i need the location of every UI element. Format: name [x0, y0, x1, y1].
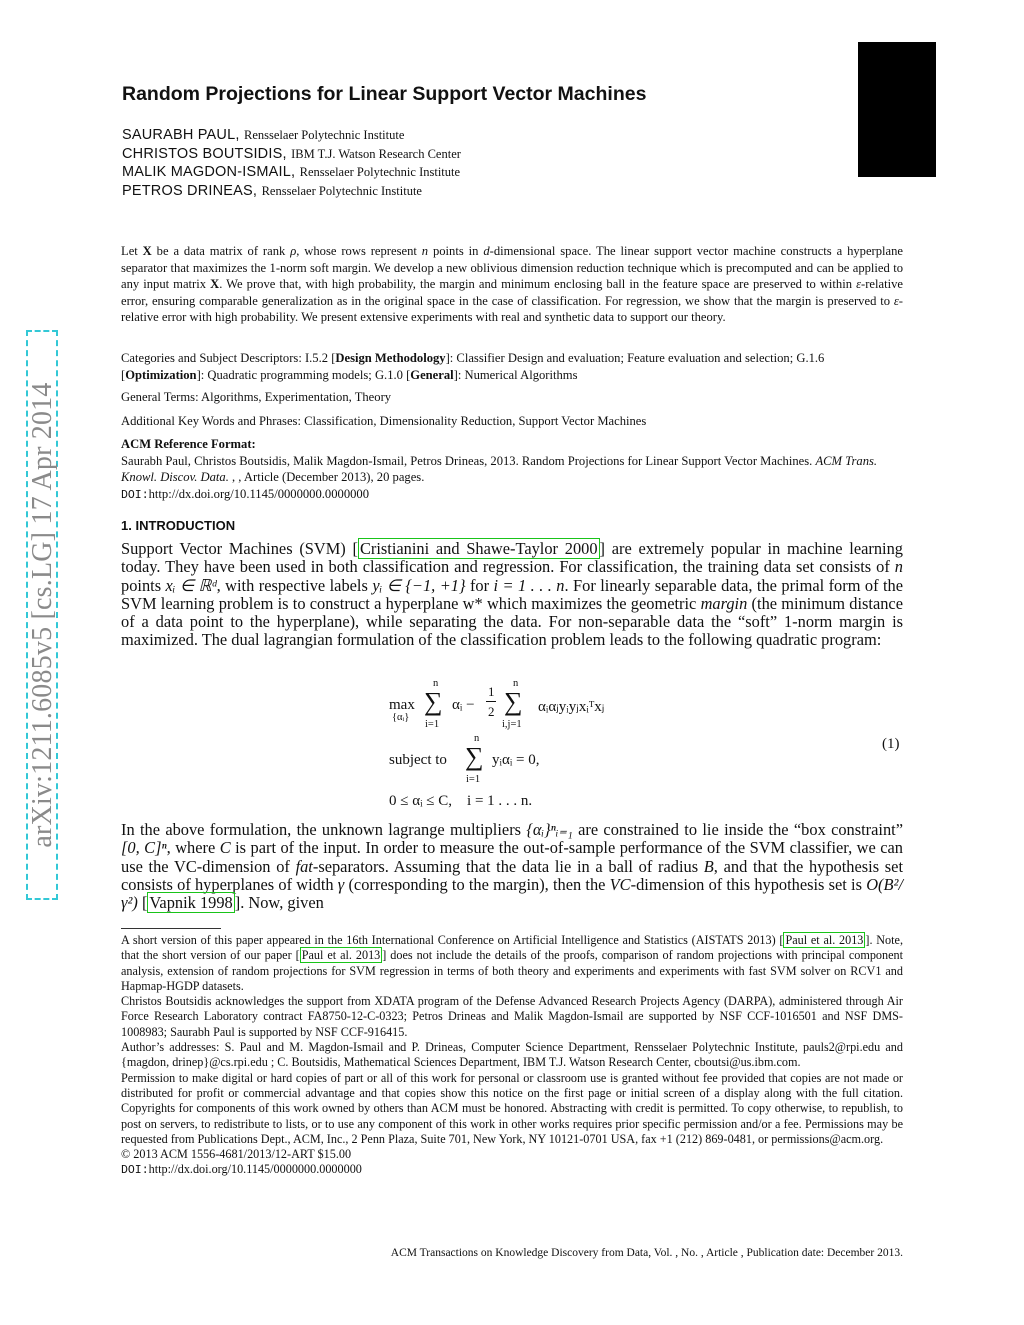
- author-affiliation: Rensselaer Polytechnic Institute: [299, 165, 461, 179]
- eq-subject-to: subject to: [389, 752, 447, 768]
- author-entry: [122, 145, 461, 164]
- footnote-addresses: Author’s addresses: S. Paul and M. Magdon-Ismail and P. Drineas, Computer Science Department, Rensselaer Polytechnic Institute, pauls2@rpi.edu and {magdon, drinep}@cs.rpi.edu ; C. Boutsidis, Mathematical Sciences Department, IBM T.J. Watson Research Center, cboutsi@us.ibm.com.: [121, 1040, 903, 1070]
- eq-constraint: 0 ≤ αᵢ ≤ C, i = 1 . . . n.: [389, 793, 533, 809]
- acm-reference-format: [121, 436, 903, 504]
- eq-max-sub: {αᵢ}: [392, 712, 410, 723]
- author-entry: [122, 126, 461, 145]
- sigma-icon: ∑: [504, 687, 523, 716]
- abstract: Let X be a data matrix of rank ρ, whose rows represent n points in d-dimensional space. The linear support vector machine constructs a hyperplane separator that maximizes the 1-norm soft margin. We develop a new oblivious dimension reduction technique which is precomputed and can be applied to any input matrix X. We prove that, with high probability, the margin and minimum enclosing ball in the feature space are preserved to within ε-relative error, ensuring comparable generalization as in the original space in the case of classification. For regression, we show that the margin is preserved to ε-relative error with high probability. We present extensive experiments with real and synthetic data to support our theory.: [121, 244, 904, 325]
- eq-sum-bottom: i,j=1: [502, 719, 522, 730]
- eq-term-1: αᵢ −: [452, 697, 475, 713]
- arxiv-stamp-text[interactable]: arXiv:1211.6085v5 [cs.LG] 17 Apr 2014: [27, 382, 58, 848]
- footnote-short-version: A short version of this paper appeared in the 16th International Conference on Artificial Intelligence and Statistics (AISTATS 2013) [ Paul et al. 2013 ]. Note, that the short version of our paper [ Paul et al. 2013 ] does not include the details of the proofs, comparison of random projections with principal component analysis, extension of random projections for SVM regression in terms of both theory and experiments and experiments with fast SVM solver on RCV1 and Hapmap-HGDP datasets.: [121, 933, 904, 993]
- footnote-permission: Permission to make digital or hard copies of part or all of this work for personal or classroom use is granted without fee provided that copies are not made or distributed for profit or commercial advantage and that copies show this notice on the first page or initial screen of a display along with the full citation. Copyrights for components of this work owned by others than ACM must be honored. Abstracting with credit is permitted. To copy otherwise, to republish, to post on servers, to redistribute to lists, or to use any component of this work in other works requires prior specific permission and/or a fee. Permissions may be requested from Publications Dept., ACM, Inc., 2 Penn Plaza, Suite 701, New York, NY 10121-0701 USA, fax +1 (212) 869-0481, or permissions@acm.org.: [121, 1070, 903, 1146]
- eq-term-3: yᵢαᵢ = 0,: [492, 752, 540, 768]
- footnote-copyright: © 2013 ACM 1556-4681/2013/12-ART $15.00: [121, 1147, 352, 1162]
- author-name: CHRISTOS BOUTSIDIS,: [122, 145, 287, 162]
- footnote-funding: Christos Boutsidis acknowledges the support from XDATA program of the Defense Advanced Research Projects Agency (DARPA), administered through Air Force Research Laboratory contract FA8750-12-C-0323; Petros Drineas and Malik Magdon-Ismail are supported by NSF CCF-1016501 and NSF DMS-1008983; Saurabh Paul is supported by NSF CCF-916415.: [121, 994, 903, 1039]
- acm-reference-text: Saurabh Paul, Christos Boutsidis, Malik Magdon-Ismail, Petros Drineas, 2013. Random Projections for Linear Support Vector Machines. ACM Trans. Knowl. Discov. Data. , , Article (December 2013), 20 pages.: [121, 453, 878, 485]
- acm-reference-heading: ACM Reference Format:: [121, 437, 256, 451]
- author-affiliation: IBM T.J. Watson Research Center: [291, 146, 461, 161]
- eq-sum-top: n: [433, 678, 439, 689]
- section-heading: 1. INTRODUCTION: [121, 518, 236, 533]
- running-footer: ACM Transactions on Knowledge Discovery from Data, Vol. , No. , Article , Publication date: December 2013.: [390, 1247, 903, 1259]
- acm-reference-doi: DOI:http://dx.doi.org/10.1145/0000000.0000000: [121, 486, 370, 502]
- equation-number: (1): [882, 736, 900, 752]
- eq-fraction-num: 1: [488, 684, 495, 699]
- author-name: PETROS DRINEAS,: [122, 182, 258, 199]
- eq-sum-bottom: i=1: [425, 719, 440, 730]
- citation-link[interactable]: Paul et al. 2013: [301, 948, 381, 963]
- author-list: [122, 126, 461, 200]
- eq-max: max: [389, 697, 415, 713]
- citation-link[interactable]: Cristianini and Shawe-Taylor 2000: [359, 539, 598, 558]
- author-affiliation: Rensselaer Polytechnic Institute: [261, 183, 422, 198]
- eq-fraction-den: 2: [488, 704, 495, 719]
- author-affiliation: Rensselaer Polytechnic Institute: [244, 128, 405, 142]
- body-paragraph: In the above formulation, the unknown lagrange multipliers {αᵢ}ⁿᵢ₌₁ are constrained to lie inside the “box constraint” [0, C]ⁿ, where C is part of the input. In order to measure the out-of-sample performance of the SVM classifier, we can use the VC-dimension of fat-separators. Assuming that the data lie in a ball of radius B, and that the hypothesis set consists of hyperplanes of width γ (corresponding to the margin), then the VC-dimension of this hypothesis set is O(B²/γ²) [ Vapnik 1998 ]. Now, given: [121, 820, 903, 913]
- doi-link[interactable]: http://dx.doi.org/10.1145/0000000.0000000: [148, 486, 370, 501]
- footnote-divider: [121, 928, 221, 929]
- general-terms: General Terms: Algorithms, Experimentation, Theory: [121, 390, 392, 404]
- footnotes: [121, 933, 903, 1179]
- eq-sum-top: n: [513, 678, 519, 689]
- citation-link[interactable]: Vapnik 1998: [149, 893, 233, 913]
- author-name: SAURABH PAUL,: [122, 127, 240, 143]
- author-name: MALIK MAGDON-ISMAIL,: [122, 164, 296, 180]
- author-entry: [122, 182, 461, 201]
- eq-sum-bottom: i=1: [466, 774, 481, 785]
- doi-link[interactable]: http://dx.doi.org/10.1145/0000000.0000000: [148, 1162, 362, 1177]
- sigma-icon: ∑: [424, 687, 443, 716]
- fraction-bar: [486, 701, 496, 702]
- eq-term-2: αᵢαⱼyᵢyⱼxᵢᵀxⱼ: [538, 699, 605, 715]
- sigma-icon: ∑: [465, 742, 484, 771]
- author-entry: [122, 163, 461, 182]
- subject-descriptors: Categories and Subject Descriptors: I.5.2 [Design Methodology]: Classifier Design and evaluation; Feature evaluation and selection; G.1.6 [Optimization]: Quadratic programming models; G.1.0 [General]: Numerical Algorithms: [121, 351, 825, 382]
- intro-paragraph: Support Vector Machines (SVM) [ Cristianini and Shawe-Taylor 2000 ] are extremely popular in machine learning today. They have been used in both classification and regression. For classification, the training data set consists of n points xᵢ ∈ ℝᵈ, with respective labels yᵢ ∈ {−1, +1} for i = 1 . . . n. For linearly separable data, the primal form of the SVM learning problem is to construct a hyperplane w* which maximizes the geometric margin (the minimum distance of a data point to the hyperplane), while separating the data. For non-separable data the “soft” 1-norm margin is maximized. The dual lagrangian formulation of the classification problem leads to the following quadratic program:: [121, 539, 904, 650]
- eq-sum-top: n: [474, 733, 480, 744]
- arxiv-stamp[interactable]: [26, 330, 62, 900]
- footnote-doi: DOI:http://dx.doi.org/10.1145/0000000.0000000: [121, 1162, 362, 1178]
- keywords: Additional Key Words and Phrases: Classification, Dimensionality Reduction, Support Vector Machines: [121, 414, 647, 428]
- black-rectangle: [858, 42, 936, 177]
- paper-title: Random Projections for Linear Support Vector Machines: [122, 83, 647, 105]
- citation-link[interactable]: Paul et al. 2013: [785, 933, 864, 947]
